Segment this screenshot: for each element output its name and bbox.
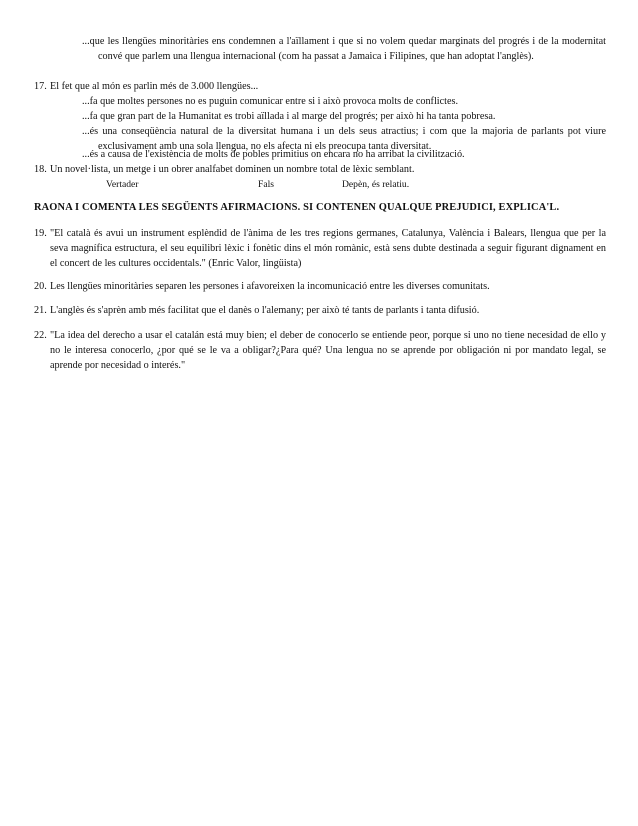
question-text: "La idea del derecho a usar el catalán está muy bien; el deber de conocerlo se entiende peor, porque si uno no tiene necesidad de ello y no le interesa conocerlo, ¿por qué se le va a obligar?¿Para qué? Una lengua no se aprende por obligación ni por mandato legal, se aprende por necesidad o interés." (50, 330, 606, 371)
answer-option-isolation (82, 34, 606, 64)
question-number: 21. (34, 305, 47, 316)
answer-option-17d (82, 147, 606, 162)
question-20 (34, 279, 606, 294)
choice-false: Fals (258, 179, 274, 190)
section-heading: RAONA I COMENTA LES SEGÜENTS AFIRMACIONS. SI CONTENEN QUALQUE PREJUDICI, EXPLICA'L. (34, 202, 560, 213)
answer-option-17b (82, 109, 606, 124)
question-19 (34, 226, 606, 271)
answer-option-text: ...és a causa de l'existència de molts de pobles primitius on encara no ha arribat la civilització. (82, 149, 465, 160)
answer-option-text: ...que les llengües minoritàries ens condemnen a l'aïllament i que si no volem quedar marginats del progrés i de la modernitat convé que parlem una llengua internacional (com ha passat a Jamaica i Filipines, que han adoptat l'anglès). (82, 36, 606, 62)
choice-depends: Depèn, és relatiu. (342, 179, 410, 190)
question-text: Les llengües minoritàries separen les persones i afavoreixen la incomunicació entre les diverses comunitats. (50, 281, 490, 292)
question-text: L'anglès és s'aprèn amb més facilitat que el danès o l'alemany; per això té tants de parlants i tanta difusió. (50, 305, 480, 316)
question-number: 20. (34, 281, 47, 292)
answer-option-text: ...fa que gran part de la Humanitat es trobi aïllada i al marge del progrés; per això hi ha tanta pobresa. (82, 111, 496, 122)
question-text: Un novel·lista, un metge i un obrer analfabet dominen un nombre total de lèxic semblant. (50, 164, 415, 175)
question-number: 22. (34, 330, 47, 341)
question-text: "El català és avui un instrument esplèndid de l'ànima de les tres regions germanes, Catalunya, València i Balears, llengua que per la seva magnífica estructura, el seu equilibri lèxic i fonètic dins el món romànic, està sens dubte destinada a seguir figurant dignament en el concert de les cultures occidentals." (Enric Valor, lingüista) (50, 228, 606, 269)
answer-option-text: ...fa que moltes persones no es puguin comunicar entre si i això provoca molts de conflictes. (82, 96, 458, 107)
question-22 (34, 328, 606, 373)
answer-option-17a (82, 94, 606, 109)
question-number: 19. (34, 228, 47, 239)
question-17 (34, 79, 606, 94)
answer-option-text: ...és una conseqüència natural de la diversitat humana i un dels seus atractius; i com que la majoria de parlants pot viure exclusivament amb una sola llengua, no els afecta ni els preocupa tanta diversitat. (82, 126, 606, 152)
question-text: El fet que al món es parlin més de 3.000 llengües... (50, 81, 259, 92)
choice-true: Vertader (106, 179, 139, 190)
question-18 (34, 162, 606, 177)
question-number: 18. (34, 164, 47, 175)
question-21 (34, 303, 606, 318)
question-number: 17. (34, 81, 47, 92)
